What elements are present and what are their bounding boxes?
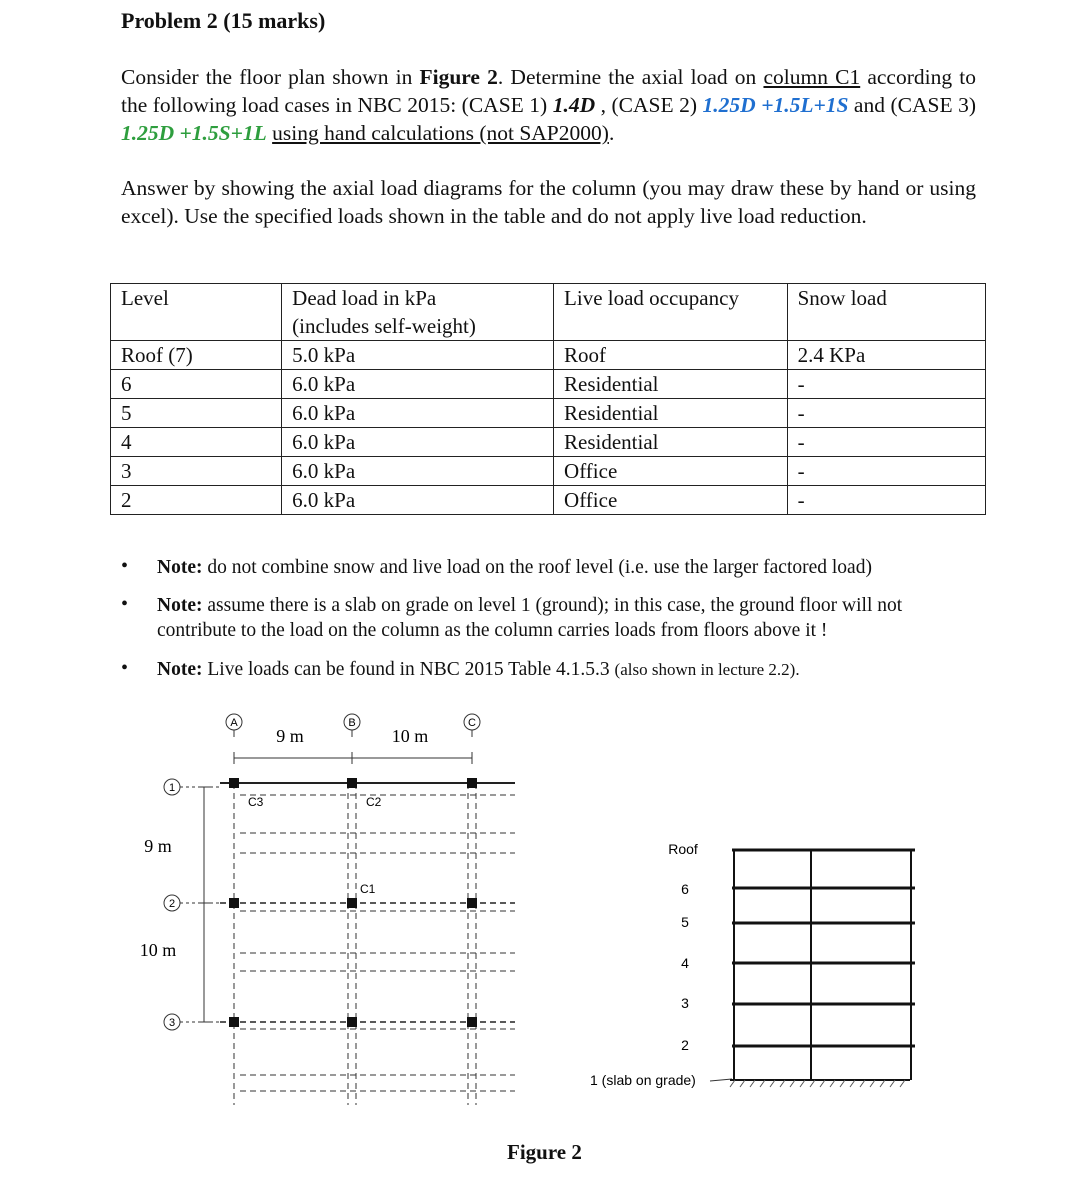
cell-snow: -: [787, 428, 985, 457]
column-b2: [347, 898, 357, 908]
level-label-3: 3: [681, 995, 689, 1011]
grid-bubble-3: [164, 1014, 220, 1030]
cell-level: 6: [111, 370, 282, 399]
cell-level: 4: [111, 428, 282, 457]
grid-label-3: 3: [168, 1017, 176, 1029]
level-label-5: 5: [681, 914, 689, 930]
column-c1-marker: [467, 778, 477, 788]
cell-dead: 5.0 kPa: [282, 341, 554, 370]
cell-live: Office: [554, 486, 788, 515]
header-live-load: Live load occupancy: [554, 284, 788, 341]
table-header-row: [111, 284, 986, 341]
problem-statement: [121, 63, 976, 147]
cell-level: 3: [111, 457, 282, 486]
columns: [229, 778, 477, 1027]
case2-formula: 1.25D +1.5L+1S: [702, 93, 849, 117]
para1-t5: and (CASE 3): [848, 93, 976, 117]
dim-y-23: 10 m: [139, 940, 177, 960]
floor-slabs: [732, 850, 915, 1046]
figure-reference: Figure 2: [419, 65, 498, 89]
column-a1: [229, 778, 239, 788]
method-note: using hand calculations (not SAP2000): [272, 121, 609, 145]
table-row: [111, 486, 986, 515]
para1-t4: , (CASE 2): [595, 93, 703, 117]
grid-bubble-a: [226, 714, 242, 737]
note-2: [157, 593, 977, 643]
grid-bubble-b: [344, 714, 360, 737]
note-text: Live loads can be found in NBC 2015 Table 4.1.5.3: [202, 659, 615, 680]
grid-label-2: 2: [168, 898, 176, 910]
cell-level: 5: [111, 399, 282, 428]
figure-caption: Figure 2: [507, 1140, 582, 1164]
answer-instructions: Answer by showing the axial load diagrams for the column (you may draw these by hand or using excel). Use the specified loads shown in the table and do not apply live load reduction.: [121, 176, 976, 228]
case3-formula: 1.25D +1.5S+1L: [121, 121, 267, 145]
label-c3: C3: [248, 795, 264, 809]
table-row: [111, 457, 986, 486]
cell-level: 2: [111, 486, 282, 515]
cell-snow: -: [787, 486, 985, 515]
cell-live: Office: [554, 457, 788, 486]
header-snow-load: Snow load: [787, 284, 985, 341]
table-row: [111, 428, 986, 457]
problem-title: Problem 2 (15 marks): [121, 8, 326, 33]
level-label-ground: 1 (slab on grade): [590, 1072, 696, 1088]
grid-label-a: A: [230, 717, 238, 729]
cell-snow: -: [787, 399, 985, 428]
label-c1: C1: [360, 882, 376, 896]
column-b1: [347, 778, 357, 788]
ground-hatch: [730, 1080, 905, 1087]
grid-label-c: C: [468, 717, 476, 729]
note-3: [157, 657, 977, 682]
bullet-icon: •: [121, 657, 129, 679]
column-grid-lines: [234, 783, 476, 1105]
note-label: Note:: [157, 557, 203, 578]
level-label-4: 4: [681, 955, 689, 971]
cell-live: Residential: [554, 370, 788, 399]
note-text: do not combine snow and live load on the roof level (i.e. use the larger factored load): [202, 557, 872, 578]
grid-label-1: 1: [168, 782, 176, 794]
table-row: [111, 341, 986, 370]
level-label-2: 2: [681, 1037, 689, 1053]
dim-y-12: 9 m: [144, 836, 172, 856]
para1-t3: according to the following load cases in NBC 2015: (CASE 1): [121, 65, 976, 117]
dim-x-bc: 10 m: [391, 726, 429, 746]
column-a3: [229, 1017, 239, 1027]
cell-live: Residential: [554, 428, 788, 457]
cell-dead: 6.0 kPa: [282, 399, 554, 428]
note-label: Note:: [157, 595, 203, 616]
level-label-6: 6: [681, 881, 689, 897]
para1-t7: .: [608, 121, 615, 145]
case1-formula: 1.4D: [552, 93, 596, 117]
note-text-small: (also shown in lecture 2.2).: [614, 660, 800, 679]
column-reference: column C1: [763, 65, 861, 89]
level-label-roof: Roof: [668, 841, 698, 857]
load-table: [110, 283, 986, 515]
cell-dead: 6.0 kPa: [282, 486, 554, 515]
label-c2: C2: [366, 795, 382, 809]
column-c2: [467, 898, 477, 908]
grid-bubble-2: [164, 895, 220, 911]
cell-snow: 2.4 KPa: [787, 341, 985, 370]
para1-t2: . Determine the axial load on: [497, 65, 764, 89]
grid-bubble-1: [164, 779, 220, 795]
note-text: assume there is a slab on grade on level 1 (ground); in this case, the ground floor will not contribute to the load on the column as the column carries loads from floors above it !: [157, 595, 903, 641]
para1-t1: Consider the floor plan shown in: [121, 65, 420, 89]
building-elevation: [585, 830, 920, 1100]
column-a2: [229, 898, 239, 908]
dim-x-ab: 9 m: [276, 726, 304, 746]
cell-dead: 6.0 kPa: [282, 457, 554, 486]
header-dead-load: [282, 284, 554, 341]
table-row: [111, 370, 986, 399]
cell-level: Roof (7): [111, 341, 282, 370]
table-row: [111, 399, 986, 428]
joist-lines: [240, 795, 515, 1091]
cell-dead: 6.0 kPa: [282, 370, 554, 399]
note-label: Note:: [157, 659, 203, 680]
grid-label-b: B: [348, 717, 356, 729]
cell-live: Roof: [554, 341, 788, 370]
cell-live: Residential: [554, 399, 788, 428]
header-dead-l1: Dead load in kPa: [292, 286, 437, 310]
column-b3: [347, 1017, 357, 1027]
note-1: [157, 555, 977, 580]
cell-snow: -: [787, 370, 985, 399]
grid-bubble-c: [464, 714, 480, 737]
floor-plan: [120, 705, 540, 1115]
header-level: Level: [111, 284, 282, 341]
bullet-icon: •: [121, 555, 129, 577]
bullet-icon: •: [121, 593, 129, 615]
cell-dead: 6.0 kPa: [282, 428, 554, 457]
column-c3: [467, 1017, 477, 1027]
header-dead-l2: (includes self-weight): [292, 314, 476, 338]
cell-snow: -: [787, 457, 985, 486]
